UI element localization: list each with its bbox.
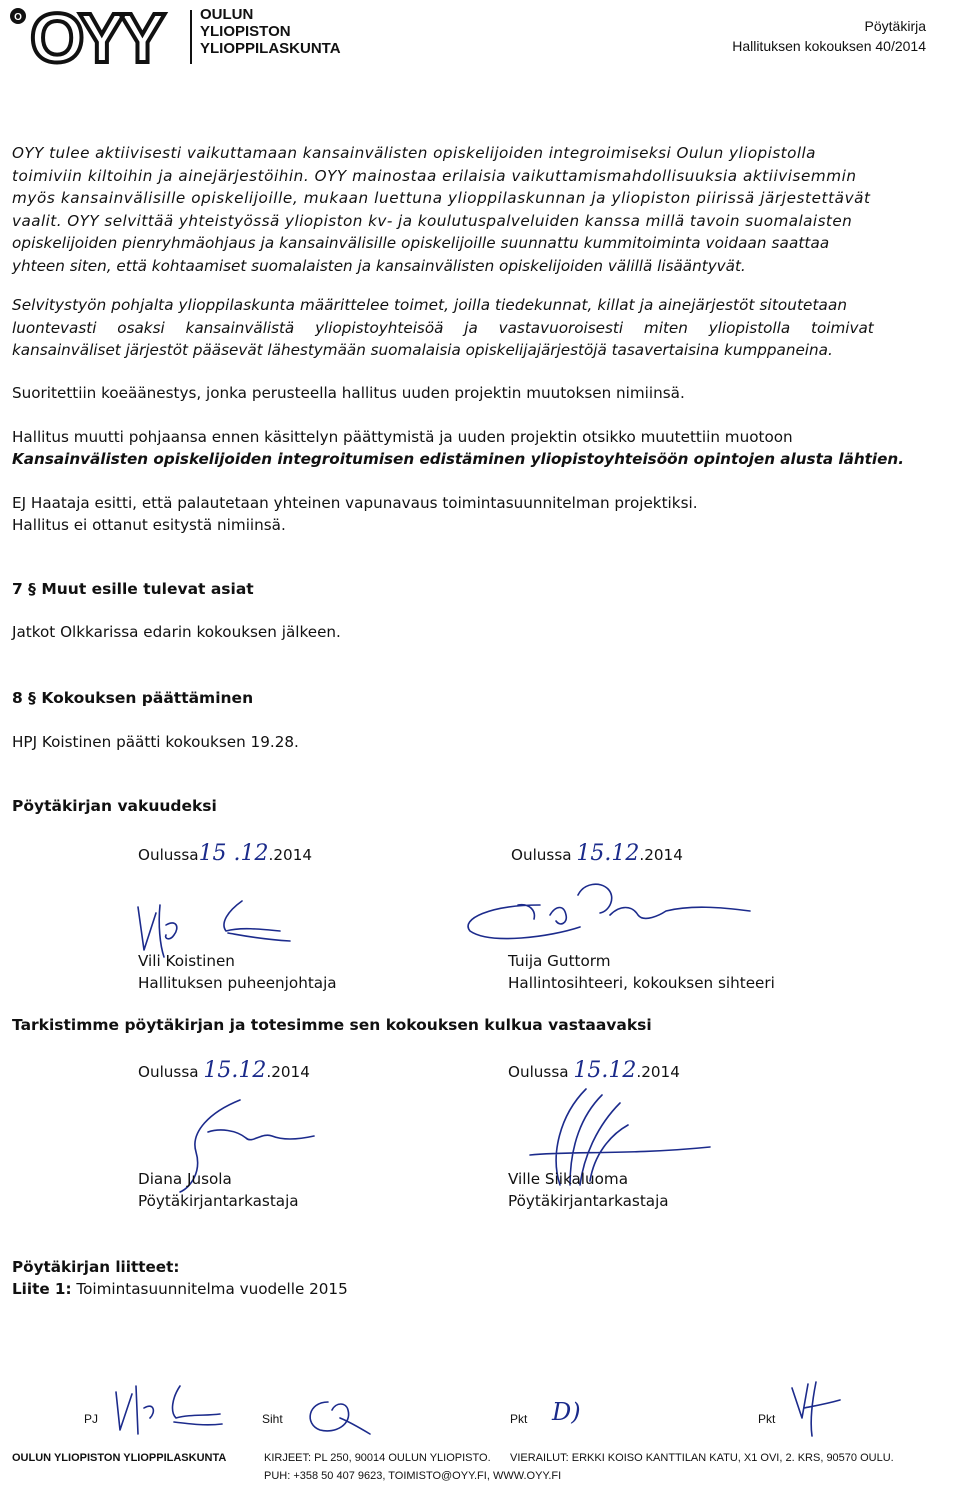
handwritten-date: 15.12 <box>203 1058 267 1083</box>
signatures-heading: Pöytäkirjan vakuudeksi <box>12 797 217 815</box>
paragraph-1-line: vaalit. OYY selvittää yhteistyössä yliopiston kv- ja koulutuspalveluiden kanssa millä tavoin suomalaisten <box>12 211 853 230</box>
footer-letters: KIRJEET: PL 250, 90014 OULUN YLIOPISTO. <box>264 1452 491 1464</box>
place: Oulussa <box>508 1063 569 1081</box>
verification-right-date <box>508 1058 680 1083</box>
checker-name: Ville Siikaluoma <box>508 1170 629 1188</box>
attachment-label: Liite 1: <box>12 1280 72 1298</box>
handwritten-date: 15 .12 <box>198 841 269 866</box>
initials-pkt2-signature <box>786 1378 846 1440</box>
signer-role: Hallituksen puheenjohtaja <box>138 974 337 992</box>
attachments <box>12 1256 348 1300</box>
paragraph-1-line: myös kansainvälisille opiskelijoille, mukaan luettuna ylioppilaskunnan ja yliopiston piirissä järjestettävät <box>12 189 871 207</box>
document-header <box>732 16 926 56</box>
paragraph-1-line: OYY tulee aktiivisesti vaikuttamaan kansainvälisten opiskelijoiden integroimiseksi Oulun yliopistolla <box>12 144 816 162</box>
paragraph-2-line: Selvitystyön pohjalta ylioppilaskunta määrittelee toimet, joilla tiedekunnat, killat ja ainejärjestöt sitoutetaan <box>12 296 848 314</box>
org-line-2: YLIOPISTON <box>200 23 291 40</box>
project-title: Kansainvälisten opiskelijoiden integroitumisen edistäminen yliopistoyhteisöön opintojen alusta lähtien. <box>12 450 905 468</box>
paragraph-5-line-1: EJ Haataja esitti, että palautetaan yhteinen vapunavaus toimintasuunnitelman projektiksi. <box>12 494 698 512</box>
paragraph-2 <box>12 294 924 362</box>
initials-pj-signature <box>110 1378 230 1440</box>
place: Oulussa <box>138 1063 199 1081</box>
verification-left-date <box>138 1058 310 1083</box>
section-7-text: Jatkot Olkkarissa edarin kokouksen jälkeen. <box>12 623 341 641</box>
org-line-3: YLIOPPILASKUNTA <box>200 40 341 57</box>
signature-left-block <box>138 950 337 994</box>
org-line-1: OULUN <box>200 6 254 23</box>
paragraph-3: Suoritettiin koeäänestys, jonka perusteella hallitus uuden projektin muutoksen nimiinsä. <box>12 384 685 402</box>
year: .2014 <box>636 1063 680 1081</box>
signature-right-block <box>508 950 775 994</box>
org-name <box>200 6 341 57</box>
signature-right-date <box>511 841 683 866</box>
section-8-heading: 8 § Kokouksen päättäminen <box>12 689 254 707</box>
paragraph-5 <box>12 492 698 536</box>
attachment-text: Toimintasuunnitelma vuodelle 2015 <box>76 1280 348 1298</box>
handwritten-date: 15.12 <box>573 1058 637 1083</box>
place: Oulussa <box>138 846 199 864</box>
handwritten-date: 15.12 <box>576 841 640 866</box>
paragraph-2-line: kansainväliset järjestöt pääsevät lähestymään suomalaisia opiskelijajärjestöjä tasavertaisina kumppaneina. <box>12 341 833 359</box>
signer-name: Tuija Guttorm <box>508 952 611 970</box>
place: Oulussa <box>511 846 572 864</box>
attachment-item <box>12 1278 348 1300</box>
verification-right-block <box>508 1168 669 1212</box>
initials-pkt2-label: Pkt <box>758 1412 776 1426</box>
document-type: Pöytäkirja <box>864 18 926 34</box>
initials-siht-label: Siht <box>262 1412 283 1426</box>
year: .2014 <box>268 846 313 864</box>
footer-contact: PUH: +358 50 407 9623, TOIMISTO@OYY.FI, WWW.OYY.FI <box>264 1470 562 1482</box>
paragraph-1-line: toimiviin kiltoihin ja ainejärjestöihin. OYY mainostaa erilaisia vaikuttamismahdollisuuksia aktiivisemmin <box>12 166 857 185</box>
signer-role: Hallintosihteeri, kokouksen sihteeri <box>508 974 775 992</box>
document-reference: Hallituksen kokouksen 40/2014 <box>732 38 926 54</box>
paragraph-1 <box>12 142 924 277</box>
initials-siht-signature <box>300 1394 380 1438</box>
oyy-logo-mark <box>8 4 198 70</box>
footer-visit: VIERAILUT: ERKKI KOISO KANTTILAN KATU, X1 OVI, 2. KRS, 90570 OULU. <box>510 1452 894 1464</box>
signer-name: Vili Koistinen <box>138 952 235 970</box>
checker-name: Diana Jusola <box>138 1170 232 1188</box>
attachments-heading: Pöytäkirjan liitteet: <box>12 1258 180 1276</box>
section-8-text: HPJ Koistinen päätti kokouksen 19.28. <box>12 733 299 751</box>
initials-pkt1-handwritten: D) <box>552 1398 581 1426</box>
signature-guttorm <box>460 875 790 955</box>
verification-left-block <box>138 1168 299 1212</box>
paragraph-5-line-2: Hallitus ei ottanut esitystä nimiinsä. <box>12 516 286 534</box>
checker-role: Pöytäkirjantarkastaja <box>138 1192 299 1210</box>
paragraph-2-line: luontevasti osaksi kansainvälistä yliopistoyhteisöä ja vastavuoroisesti miten yliopistolla toimivat <box>12 318 874 337</box>
paragraph-1-line: opiskelijoiden pienryhmäohjaus ja kansainvälisille opiskelijoille suunnattu kummitoiminta voidaan saattaa <box>12 234 830 252</box>
signature-left-date <box>138 841 312 866</box>
paragraph-4 <box>12 426 904 470</box>
initials-pj-label: PJ <box>84 1412 99 1426</box>
footer-org: OULUN YLIOPISTON YLIOPPILASKUNTA <box>12 1452 227 1464</box>
verification-heading: Tarkistimme pöytäkirjan ja totesimme sen kokouksen kulkua vastaavaksi <box>12 1016 652 1034</box>
section-7-heading: 7 § Muut esille tulevat asiat <box>12 580 254 598</box>
year: .2014 <box>639 846 683 864</box>
paragraph-1-line: yhteen siten, että kohtaamiset suomalaisten ja kansainvälisten opiskelijoiden välillä lisääntyvät. <box>12 256 746 275</box>
svg-text:O: O <box>14 12 22 23</box>
year: .2014 <box>266 1063 310 1081</box>
initials-pkt1-label: Pkt <box>510 1412 528 1426</box>
checker-role: Pöytäkirjantarkastaja <box>508 1192 669 1210</box>
logo-letters: OYY <box>30 4 160 70</box>
paragraph-4-line-1: Hallitus muutti pohjaansa ennen käsittelyn päättymistä ja uuden projektin otsikko muutettiin muotoon <box>12 428 793 446</box>
